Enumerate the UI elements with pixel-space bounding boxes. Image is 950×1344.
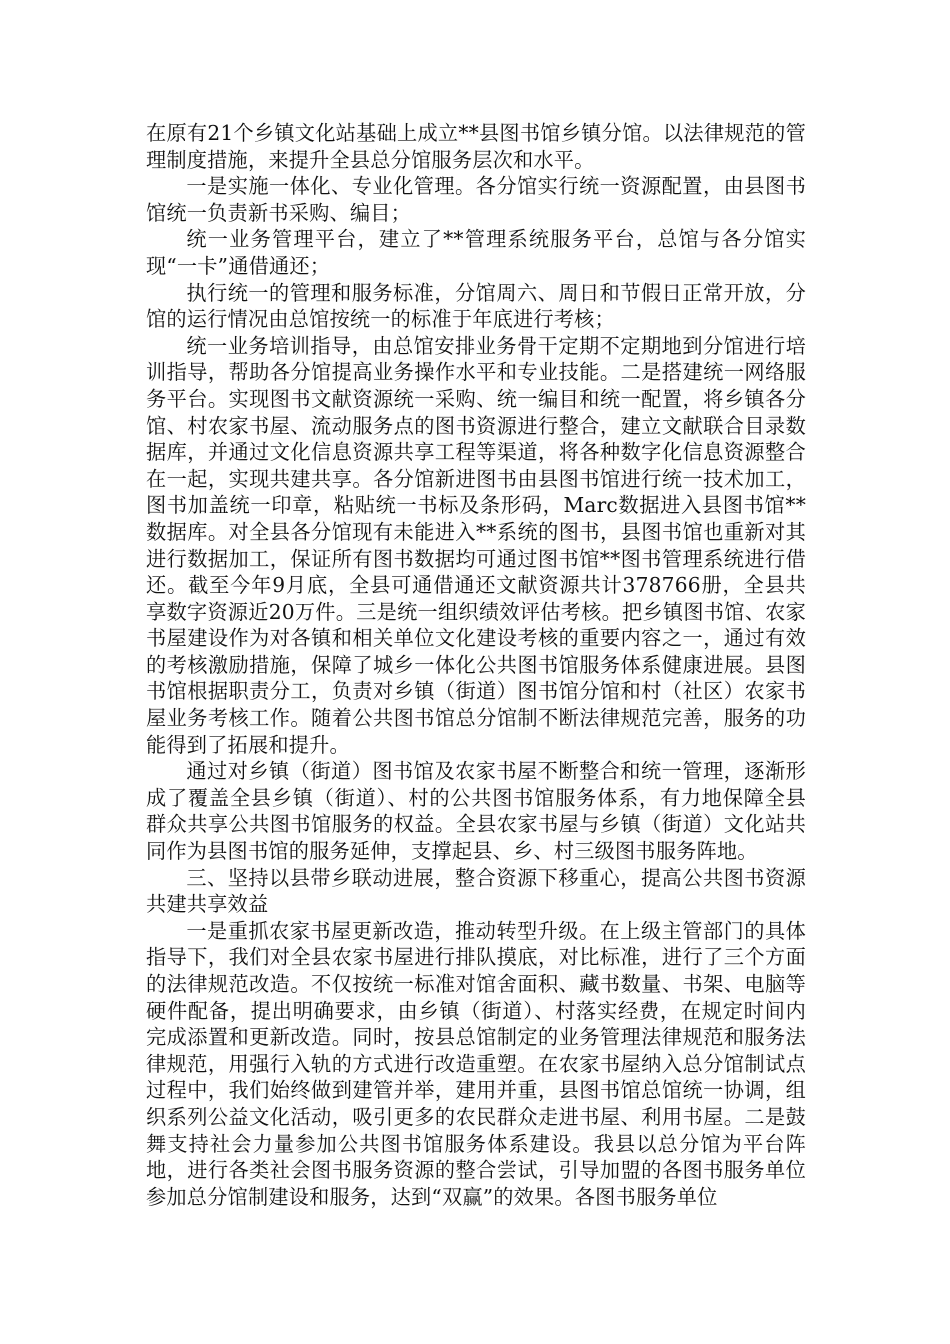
paragraph-6: 通过对乡镇（街道）图书馆及农家书屋不断整合和统一管理，逐渐形成了覆盖全县乡镇（街道）、村的公共图书馆服务体系，有力地保障全县群众共享公共图书馆服务的权益。全县农家书屋与乡镇（街道）文化站共同作为县图书馆的服务延伸，支撑起县、乡、村三级图书服务阵地。 — [146, 759, 806, 864]
paragraph-1: 在原有21个乡镇文化站基础上成立**县图书馆乡镇分馆。以法律规范的管理制度措施，来提升全县总分馆服务层次和水平。 — [146, 121, 806, 172]
paragraph-4: 执行统一的管理和服务标准，分馆周六、周日和节假日正常开放，分馆的运行情况由总馆按统一的标准于年底进行考核； — [146, 280, 806, 332]
paragraph-3: 统一业务管理平台，建立了**管理系统服务平台，总馆与各分馆实现“一卡”通借通还； — [146, 227, 806, 278]
paragraph-5: 统一业务培训指导，由总馆安排业务骨干定期不定期地到分馆进行培训指导，帮助各分馆提高业务操作水平和专业技能。二是搭建统一网络服务平台。实现图书文献资源统一采购、统一编目和统一配置，将乡镇各分馆、村农家书屋、流动服务点的图书资源进行整合，建立文献联合目录数据库，并通过文化信息资源共享工程等渠道，将各种数字化信息资源整合在一起，实现共建共享。各分馆新进图书由县图书馆进行统一技术加工，图书加盖统一印章，粘贴统一书标及条形码，Marc数据进入县图书馆**数据库。对全县各分馆现有未能进入**系统的图书，县图书馆也重新对其进行数据加工，保证所有图书数据均可通过图书馆**图书管理系统进行借还。截至今年9月底，全县可通借通还文献资源共计378766册，全县共享数字资源近20万件。三是统一组织绩效评估考核。把乡镇图书馆、农家书屋建设作为对各镇和相关单位文化建设考核的重要内容之一，通过有效的考核激励措施，保障了城乡一体化公共图书馆服务体系健康进展。县图书馆根据职责分工，负责对乡镇（街道）图书馆分馆和村（社区）农家书屋业务考核工作。随着公共图书馆总分馆制不断法律规范完善，服务的功能得到了拓展和提升。 — [146, 333, 806, 757]
document-page — [146, 120, 806, 1210]
paragraph-2: 一是实施一体化、专业化管理。各分馆实行统一资源配置，由县图书馆统一负责新书采购、编目； — [146, 174, 806, 225]
paragraph-7: 一是重抓农家书屋更新改造，推动转型升级。在上级主管部门的具体指导下，我们对全县农家书屋进行排队摸底，对比标准，进行了三个方面的法律规范改造。不仅按统一标准对馆舍面积、藏书数量、书架、电脑等硬件配备，提出明确要求，由乡镇（街道）、村落实经费，在规定时间内完成添置和更新改造。同时，按县总馆制定的业务管理法律规范和服务法律规范，用强行入轨的方式进行改造重塑。在农家书屋纳入总分馆制试点过程中，我们始终做到建管并举，建用并重，县图书馆总馆统一协调，组织系列公益文化活动，吸引更多的农民群众走进书屋、利用书屋。二是鼓舞支持社会力量参加公共图书馆服务体系建设。我县以总分馆为平台阵地，进行各类社会图书服务资源的整合尝试，引导加盟的各图书服务单位参加总分馆制建设和服务，达到“双赢”的效果。各图书服务单位 — [146, 918, 806, 1209]
section-heading-3: 三、坚持以县带乡联动进展，整合资源下移重心，提高公共图书资源共建共享效益 — [146, 865, 806, 917]
